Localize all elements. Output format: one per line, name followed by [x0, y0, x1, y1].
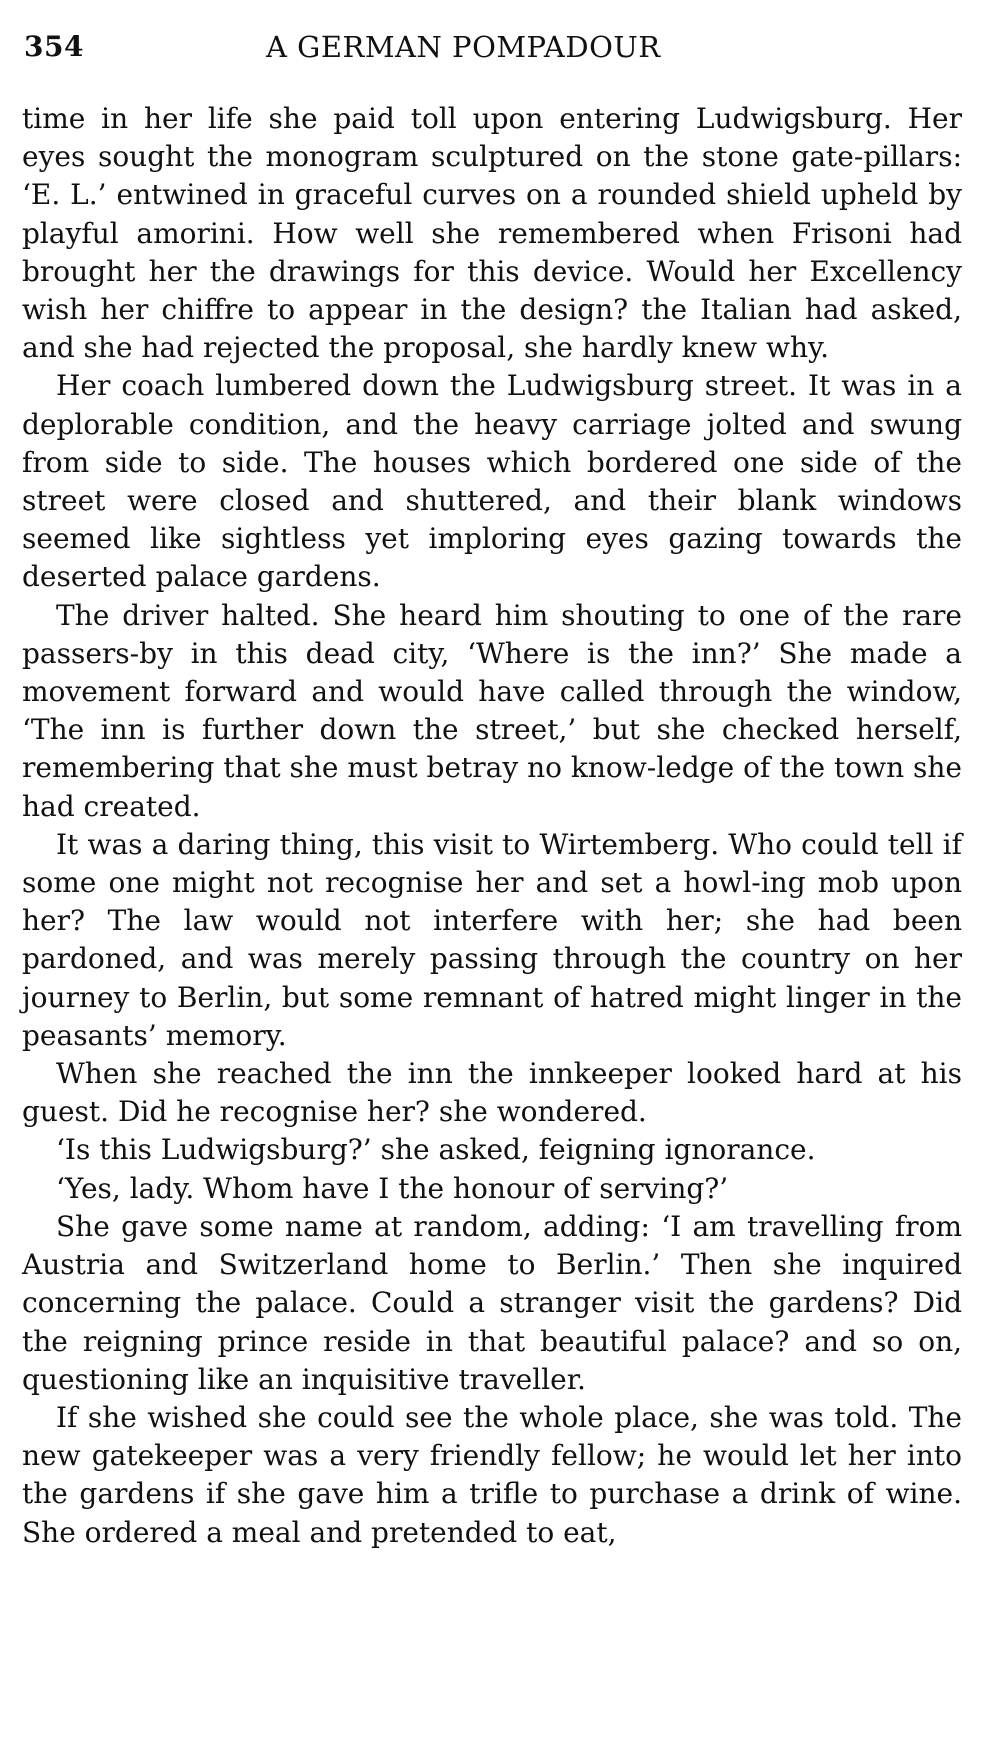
- page-number: 354: [24, 30, 84, 63]
- paragraph: If she wished she could see the whole place, she was told. The new gatekeeper was a very friendly fellow; he would let her into the gardens if she gave him a trifle to purchase a drink of wine. She ordered a meal and pretended to eat,: [22, 1400, 962, 1549]
- paragraph: She gave some name at random, adding: ‘I am travelling from Austria and Switzerland home to Berlin.’ Then she inquired concerning the palace. Could a stranger visit the gardens? Did the reigning prince reside in that beautiful palace? and so on, questioning like an inquisitive traveller.: [22, 1209, 962, 1396]
- running-head: [22, 0, 962, 100]
- running-title: A GERMAN POMPADOUR: [266, 30, 661, 64]
- body-text: [22, 100, 962, 1552]
- paragraph: The driver halted. She heard him shouting to one of the rare passers-by in this dead city, ‘Where is the inn?’ She made a movement forward and would have called through the window, ‘The inn is further down the street,’ but she checked herself, remembering that she must betray no know-ledge of the town she had created.: [22, 598, 962, 823]
- paragraph: ‘Yes, lady. Whom have I the honour of serving?’: [56, 1171, 729, 1205]
- paragraph: ‘Is this Ludwigsburg?’ she asked, feigning ignorance.: [56, 1133, 816, 1167]
- paragraph: When she reached the inn the innkeeper looked hard at his guest. Did he recognise her? she wondered.: [22, 1057, 962, 1129]
- book-page: [22, 0, 962, 1747]
- paragraph: Her coach lumbered down the Ludwigsburg street. It was in a deplorable condition, and the heavy carriage jolted and swung from side to side. The houses which bordered one side of the street were closed and shuttered, and their blank windows seemed like sightless yet imploring eyes gazing towards the deserted palace gardens.: [22, 369, 962, 594]
- paragraph: It was a daring thing, this visit to Wirtemberg. Who could tell if some one might not recognise her and set a howl-ing mob upon her? The law would not interfere with her; she had been pardoned, and was merely passing through the country on her journey to Berlin, but some remnant of hatred might linger in the peasants’ memory.: [22, 827, 962, 1052]
- paragraph-continued: time in her life she paid toll upon entering Ludwigsburg. Her eyes sought the monogram sculptured on the stone gate-pillars: ‘E. L.’ entwined in graceful curves on a rounded shield upheld by playful amorini. How well she remembered when Frisoni had brought her the drawings for this device. Would her Excellency wish her chiffre to appear in the design? the Italian had asked, and she had rejected the proposal, she hardly knew why.: [22, 102, 962, 365]
